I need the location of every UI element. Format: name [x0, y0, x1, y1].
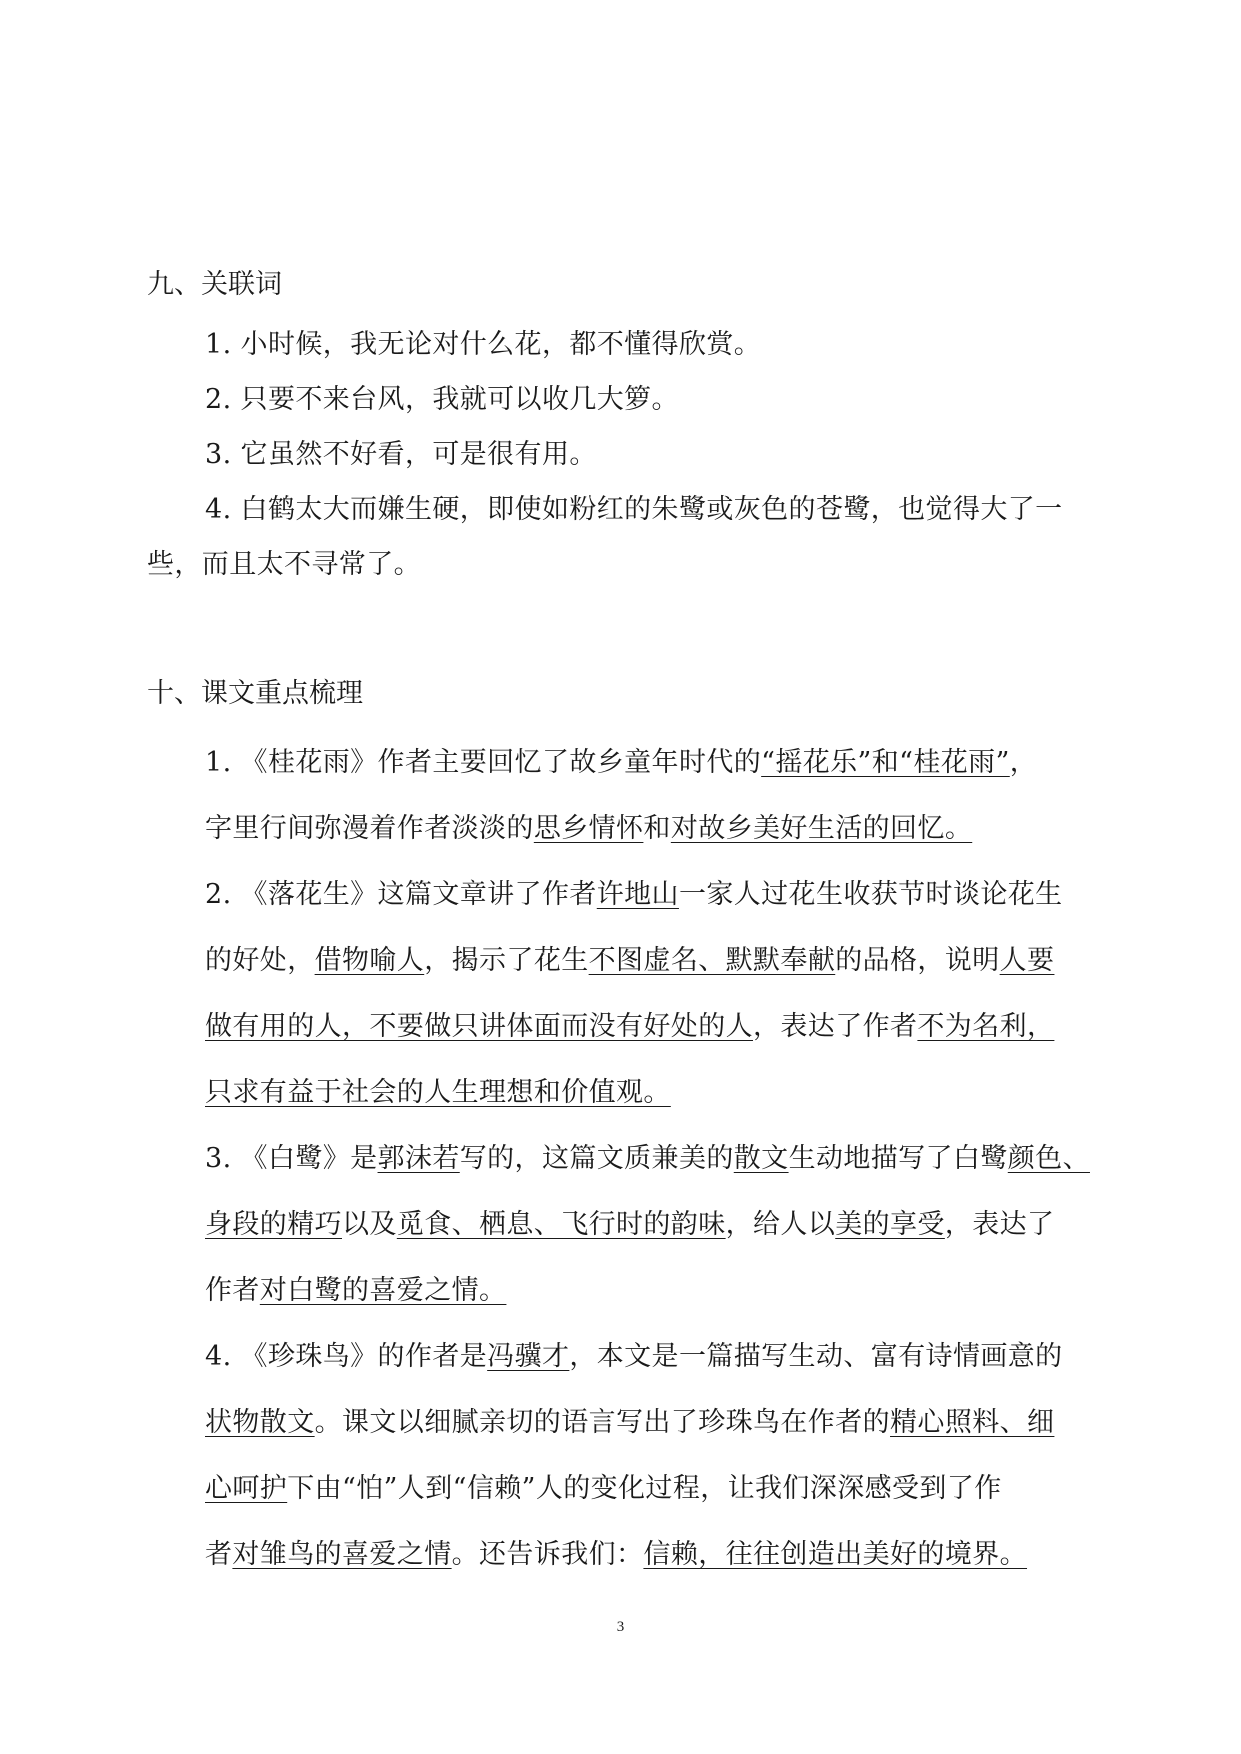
text-run: 的品格，说明: [835, 945, 1000, 976]
paragraph-line: [205, 1334, 1063, 1373]
text-run: ，: [1009, 747, 1038, 778]
section-9-item-4: 4. 白鹤太大而嫌生硬，即使如粉红的朱鹭或灰色的苍鹭，也觉得大了一: [205, 494, 1063, 525]
paragraph-line: [205, 1136, 1090, 1175]
underlined-answer: 对故乡美好生活的回忆。: [670, 813, 973, 844]
paragraph-line: [205, 1532, 1027, 1571]
underlined-answer: 做有用的人，不要做只讲体面而没有好处的人: [205, 1011, 753, 1042]
underlined-answer: 颜色、: [1007, 1143, 1090, 1174]
text-run: 2. 《落花生》这篇文章讲了作者: [205, 879, 597, 910]
text-run: ，表达了: [944, 1209, 1055, 1240]
underlined-answer: 心呵护: [205, 1473, 288, 1504]
section-9-item-2: 2. 只要不来台风，我就可以收几大箩。: [205, 384, 679, 415]
paragraph-line: [205, 1202, 1054, 1241]
underlined-answer: 冯骥才: [487, 1341, 570, 1372]
text-run: 写的，这篇文质兼美的: [459, 1143, 734, 1174]
text-run: 3. 《白鹭》是: [205, 1143, 378, 1174]
underlined-answer: 状物散文: [205, 1407, 315, 1438]
text-run: 以及: [342, 1209, 397, 1240]
text-run: 字里行间弥漫着作者淡淡的: [205, 813, 534, 844]
text-run: 。还告诉我们：: [451, 1539, 644, 1570]
underlined-answer: 人要: [999, 945, 1055, 976]
text-run: ，揭示了花生: [424, 945, 589, 976]
underlined-answer: 对白鹭的喜爱之情。: [259, 1275, 507, 1306]
underlined-answer: 觅食、栖息、飞行时的韵味: [396, 1209, 726, 1240]
underlined-answer: 对雏鸟的喜爱之情: [232, 1539, 452, 1570]
section-9-item-3: 3. 它虽然不好看，可是很有用。: [205, 439, 597, 470]
page-number: 3: [616, 1619, 625, 1635]
underlined-answer: 许地山: [596, 879, 679, 910]
text-run: 者: [205, 1539, 233, 1570]
paragraph-line: [205, 938, 1054, 977]
paragraph-line: [205, 872, 1063, 911]
paragraph-line: [205, 1268, 506, 1307]
underlined-answer: 精心照料、细: [890, 1407, 1055, 1438]
underlined-answer: 借物喻人: [314, 945, 425, 976]
text-run: 1. 《桂花雨》作者主要回忆了故乡童年时代的: [205, 747, 762, 778]
section-10-heading: 十、课文重点梳理: [147, 678, 363, 709]
underlined-answer: 散文: [733, 1143, 789, 1174]
underlined-answer: 郭沫若: [377, 1143, 460, 1174]
text-run: 作者: [205, 1275, 260, 1306]
paragraph-line: [205, 1466, 1002, 1505]
underlined-answer: 信赖，往往创造出美好的境界。: [643, 1539, 1028, 1570]
paragraph-line: [205, 1070, 671, 1109]
underlined-answer: 身段的精巧: [205, 1209, 342, 1240]
text-run: 4. 《珍珠鸟》的作者是: [205, 1341, 488, 1372]
text-run: 生动地描写了白鹭: [788, 1143, 1008, 1174]
section-9-heading: 九、关联词: [147, 269, 282, 300]
text-run: 的好处，: [205, 945, 315, 976]
text-run: 一家人过花生收获节时谈论花生: [678, 879, 1063, 910]
underlined-answer: 思乡情怀: [533, 813, 644, 844]
text-run: 。课文以细腻亲切的语言写出了珍珠鸟在作者的: [314, 1407, 891, 1438]
section-9-item-1: 1. 小时候，我无论对什么花，都不懂得欣赏。: [205, 329, 762, 360]
section-9-item-4-continued: 些，而且太不寻常了。: [147, 549, 421, 580]
text-run: 和: [643, 813, 671, 844]
underlined-answer: 美的享受: [835, 1209, 945, 1240]
underlined-answer: 不图虚名、默默奉献: [588, 945, 836, 976]
paragraph-line: [205, 1400, 1054, 1439]
text-run: ，表达了作者: [753, 1011, 918, 1042]
underlined-answer: 不为名利，: [917, 1011, 1055, 1042]
paragraph-line: [205, 1004, 1054, 1043]
text-run: 下由“怕”人到“信赖”人的变化过程，让我们深深感受到了作: [287, 1473, 1002, 1504]
paragraph-line: [205, 740, 1037, 779]
paragraph-line: [205, 806, 972, 845]
underlined-answer: 只求有益于社会的人生理想和价值观。: [205, 1077, 671, 1108]
underlined-answer: “摇花乐”和“桂花雨”: [761, 747, 1010, 778]
text-run: ，本文是一篇描写生动、富有诗情画意的: [569, 1341, 1063, 1372]
text-run: ，给人以: [725, 1209, 836, 1240]
